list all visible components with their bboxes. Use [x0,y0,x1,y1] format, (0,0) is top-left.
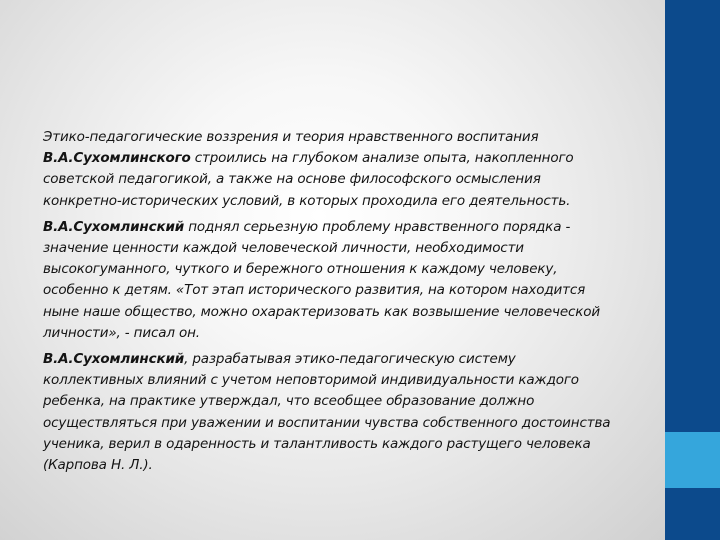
paragraph-3-name: В.А.Сухомлинский [43,351,185,368]
paragraph-1-text: строились на глубоком анализе опыта, накопленного советской педагогикой, а также на основе философского осмысления конкретно-исторических условий, в которых проходила его деятельность. [43,150,574,209]
paragraph-1-lead: Этико-педагогические воззрения и теория нравственного воспитания [43,129,539,145]
paragraph-3-text: , разрабатывая этико-педагогическую систему коллективных влияний с учетом неповторимой индивидуальности каждого ребенка, на практике утверждал, что всеобщее образование должно осуществляться при уважении и воспитании чувства собственного достоинства ученика, верил в одаренность и талантливость каждого растущего человека (Карпова Н. Л.). [43,351,611,474]
paragraph-2-text: поднял серьезную проблему нравственного порядка - значение ценности каждой человеческой личности, необходимости высокогуманного, чуткого и бережного отношения к каждому человеку, особенно к детям. «Тот этап исторического развития, на котором находится ныне наше общество, можно охарактеризовать как возвышение человеческой личности», - писал он. [43,218,601,341]
paragraph-1-name: В.А.Сухомлинского [43,150,191,167]
side-accent-block [665,432,720,488]
paragraph-1 [43,127,618,212]
slide-body-text [43,127,618,481]
paragraph-3 [43,349,618,476]
paragraph-2-name: В.А.Сухомлинский [43,218,185,235]
paragraph-2 [43,217,618,344]
